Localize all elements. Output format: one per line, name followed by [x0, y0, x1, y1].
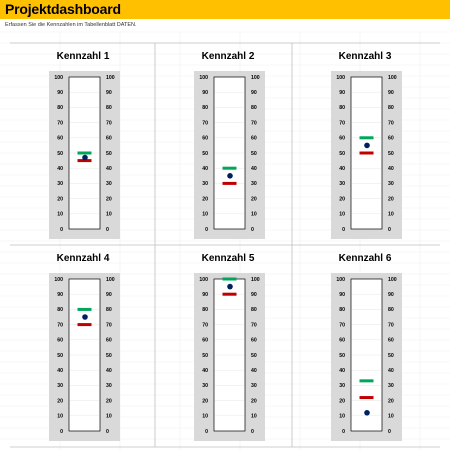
tick-label-right: 60: [251, 135, 257, 142]
tick-label-right: 30: [251, 383, 257, 390]
upper-target-marker: [223, 278, 237, 281]
tick-label-right: 100: [106, 74, 115, 81]
tick-label-right: 10: [251, 413, 257, 420]
tick-label-left: 90: [57, 292, 63, 298]
tick-label-left: 10: [339, 211, 345, 218]
tick-label-right: 90: [106, 292, 112, 298]
tick-label-left: 50: [202, 352, 208, 359]
tick-label-left: 80: [339, 307, 345, 314]
tick-label-left: 0: [60, 428, 63, 435]
tick-label-left: 70: [57, 120, 63, 127]
tick-label-right: 10: [388, 413, 394, 420]
tick-label-left: 60: [57, 135, 63, 142]
tick-label-left: 90: [57, 90, 63, 96]
tick-label-right: 90: [388, 292, 394, 298]
tick-label-right: 40: [388, 368, 394, 374]
tick-label-left: 20: [202, 196, 208, 203]
tick-label-right: 30: [251, 181, 257, 188]
tick-label-left: 70: [339, 322, 345, 329]
tick-label-left: 10: [57, 211, 63, 218]
tick-label-right: 60: [388, 337, 394, 344]
page-title: Projektdashboard: [5, 1, 121, 17]
kpi-panel-4: [10, 245, 156, 447]
lower-target-marker: [360, 396, 374, 399]
tick-label-left: 100: [199, 276, 208, 283]
tick-label-right: 70: [388, 322, 394, 329]
tick-label-right: 100: [106, 276, 115, 283]
tick-label-right: 50: [106, 352, 112, 359]
tick-label-right: 100: [388, 276, 397, 283]
tick-label-left: 90: [202, 90, 208, 96]
tick-label-left: 40: [339, 166, 345, 172]
tick-label-right: 0: [251, 428, 254, 435]
kpi-title-5: Kennzahl 5: [201, 253, 255, 264]
tick-label-right: 80: [106, 105, 112, 112]
tick-label-right: 20: [388, 196, 394, 203]
value-point: [82, 314, 88, 320]
tick-label-right: 10: [106, 211, 112, 218]
tick-label-right: 20: [388, 398, 394, 405]
value-point: [227, 284, 233, 290]
tick-label-left: 20: [339, 398, 345, 405]
tick-label-right: 40: [251, 368, 257, 374]
tick-label-left: 70: [202, 322, 208, 329]
tick-label-left: 30: [202, 181, 208, 188]
tick-label-left: 10: [202, 413, 208, 420]
tick-label-left: 30: [339, 383, 345, 390]
tick-label-left: 80: [57, 307, 63, 314]
value-point: [364, 410, 370, 416]
tick-label-right: 20: [251, 398, 257, 405]
tick-label-right: 100: [388, 74, 397, 81]
tick-label-right: 40: [106, 368, 112, 374]
tick-label-right: 80: [388, 307, 394, 314]
tick-label-left: 10: [57, 413, 63, 420]
value-point: [364, 143, 370, 149]
upper-target-marker: [78, 308, 92, 311]
tick-label-left: 10: [202, 211, 208, 218]
upper-target-marker: [360, 136, 374, 139]
tick-label-right: 10: [251, 211, 257, 218]
lower-target-marker: [360, 152, 374, 155]
tick-label-right: 20: [106, 196, 112, 203]
tick-label-left: 0: [342, 226, 345, 233]
tick-label-right: 70: [106, 120, 112, 127]
tick-label-right: 20: [251, 196, 257, 203]
tick-label-right: 60: [106, 135, 112, 142]
tick-label-left: 50: [202, 150, 208, 157]
tick-label-left: 60: [339, 337, 345, 344]
tick-label-right: 0: [251, 226, 254, 233]
tick-label-left: 40: [339, 368, 345, 374]
tick-label-right: 80: [251, 307, 257, 314]
upper-target-marker: [223, 167, 237, 170]
tick-label-left: 70: [202, 120, 208, 127]
tick-label-right: 90: [106, 90, 112, 96]
tick-label-left: 80: [339, 105, 345, 112]
kpi-gauge-1: [10, 43, 156, 245]
tick-label-left: 100: [54, 276, 63, 283]
tick-label-left: 0: [60, 226, 63, 233]
tick-label-right: 0: [106, 428, 109, 435]
tick-label-right: 70: [251, 120, 257, 127]
kpi-title-4: Kennzahl 4: [56, 253, 110, 264]
tick-label-left: 70: [339, 120, 345, 127]
tick-label-left: 100: [336, 74, 345, 81]
kpi-panel-3: [292, 43, 438, 245]
tick-label-left: 0: [205, 428, 208, 435]
tick-label-right: 50: [251, 352, 257, 359]
tick-label-right: 40: [106, 166, 112, 172]
tick-label-left: 90: [339, 292, 345, 298]
tick-label-left: 40: [57, 368, 63, 374]
upper-target-marker: [78, 152, 92, 155]
tick-label-left: 20: [202, 398, 208, 405]
tick-label-left: 60: [57, 337, 63, 344]
tick-label-right: 30: [106, 383, 112, 390]
tick-label-right: 10: [388, 211, 394, 218]
lower-target-marker: [78, 323, 92, 326]
tick-label-left: 90: [202, 292, 208, 298]
value-point: [82, 155, 88, 161]
tick-label-left: 80: [202, 105, 208, 112]
tick-label-left: 50: [339, 352, 345, 359]
tick-label-left: 30: [57, 181, 63, 188]
value-point: [227, 173, 233, 179]
tick-label-right: 30: [106, 181, 112, 188]
kpi-title-6: Kennzahl 6: [338, 253, 392, 264]
tick-label-right: 100: [251, 276, 260, 283]
tick-label-right: 40: [251, 166, 257, 172]
tick-label-right: 50: [251, 150, 257, 157]
tick-label-right: 70: [251, 322, 257, 329]
tick-label-left: 30: [339, 181, 345, 188]
page-subtitle: Erfassen Sie die Kennzahlen im Tabellenblatt DATEN.: [5, 22, 137, 28]
tick-label-left: 100: [54, 74, 63, 81]
tick-label-left: 40: [202, 368, 208, 374]
tick-label-right: 80: [388, 105, 394, 112]
kpi-title-1: Kennzahl 1: [56, 51, 110, 62]
kpi-gauge-4: [10, 245, 156, 447]
lower-target-marker: [223, 182, 237, 185]
tick-label-left: 50: [57, 150, 63, 157]
tick-label-left: 20: [339, 196, 345, 203]
tick-label-right: 100: [251, 74, 260, 81]
tick-label-right: 50: [106, 150, 112, 157]
tick-label-right: 60: [251, 337, 257, 344]
tick-label-right: 70: [106, 322, 112, 329]
kpi-title-2: Kennzahl 2: [201, 51, 255, 62]
tick-label-right: 70: [388, 120, 394, 127]
tick-label-left: 40: [57, 166, 63, 172]
tick-label-left: 50: [339, 150, 345, 157]
tick-label-right: 90: [251, 292, 257, 298]
tick-label-right: 40: [388, 166, 394, 172]
tick-label-left: 70: [57, 322, 63, 329]
tick-label-left: 90: [339, 90, 345, 96]
tick-label-right: 90: [251, 90, 257, 96]
kpi-panel-1: [10, 43, 156, 245]
tick-label-left: 30: [202, 383, 208, 390]
tick-label-left: 10: [339, 413, 345, 420]
kpi-gauge-2: [155, 43, 301, 245]
tick-label-right: 30: [388, 383, 394, 390]
tick-label-left: 0: [342, 428, 345, 435]
tick-label-right: 0: [388, 226, 391, 233]
tick-label-right: 10: [106, 413, 112, 420]
tick-label-left: 100: [199, 74, 208, 81]
kpi-panel-2: [155, 43, 301, 245]
tick-label-left: 60: [202, 337, 208, 344]
kpi-panel-5: [155, 245, 301, 447]
tick-label-left: 0: [205, 226, 208, 233]
kpi-panel-6: [292, 245, 438, 447]
tick-label-right: 0: [106, 226, 109, 233]
tick-label-right: 60: [106, 337, 112, 344]
tick-label-right: 80: [106, 307, 112, 314]
kpi-gauge-3: [292, 43, 438, 245]
title-bar: [0, 0, 450, 19]
tick-label-right: 60: [388, 135, 394, 142]
tick-label-right: 80: [251, 105, 257, 112]
upper-target-marker: [360, 379, 374, 382]
tick-label-left: 50: [57, 352, 63, 359]
tick-label-right: 30: [388, 181, 394, 188]
tick-label-left: 20: [57, 196, 63, 203]
tick-label-right: 0: [388, 428, 391, 435]
lower-target-marker: [223, 293, 237, 296]
tick-label-right: 50: [388, 352, 394, 359]
tick-label-right: 20: [106, 398, 112, 405]
tick-label-left: 60: [202, 135, 208, 142]
tick-label-left: 40: [202, 166, 208, 172]
kpi-gauge-6: [292, 245, 438, 447]
tick-label-left: 80: [57, 105, 63, 112]
tick-label-left: 60: [339, 135, 345, 142]
tick-label-right: 50: [388, 150, 394, 157]
tick-label-right: 90: [388, 90, 394, 96]
tick-label-left: 30: [57, 383, 63, 390]
tick-label-left: 100: [336, 276, 345, 283]
tick-label-left: 80: [202, 307, 208, 314]
tick-label-left: 20: [57, 398, 63, 405]
kpi-title-3: Kennzahl 3: [338, 51, 392, 62]
kpi-gauge-5: [155, 245, 301, 447]
